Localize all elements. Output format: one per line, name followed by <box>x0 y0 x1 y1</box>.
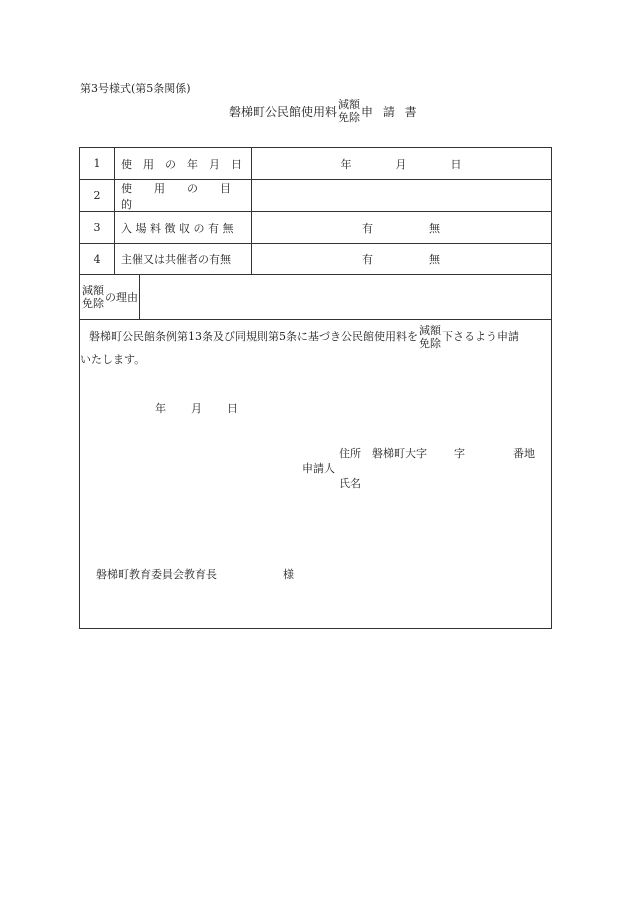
title-stack-top: 減額 <box>338 98 361 111</box>
row-number: 3 <box>93 221 101 234</box>
reason-label <box>80 275 139 318</box>
reason-stack-top: 減額 <box>82 283 104 297</box>
usage-date-value <box>251 148 551 179</box>
organizer-choice[interactable] <box>251 244 551 274</box>
option-yes[interactable]: 有 <box>362 221 373 235</box>
form-title <box>229 98 420 124</box>
statement <box>80 324 549 370</box>
application-table <box>79 147 552 629</box>
reason-value[interactable] <box>140 275 551 318</box>
purpose-value[interactable] <box>251 180 551 211</box>
address-value[interactable]: 磐梯町大字 <box>372 447 427 460</box>
statement-stack-bottom: 免除 <box>419 337 441 350</box>
admission-fee-choice[interactable] <box>251 212 551 243</box>
title-prefix: 磐梯町公民館使用料 <box>229 104 338 119</box>
option-yes[interactable]: 有 <box>362 253 373 266</box>
banchi-label: 番地 <box>513 447 535 460</box>
address-label: 住所 <box>339 447 361 460</box>
row-label: 使 用 の 年 月 日 <box>121 157 242 171</box>
option-no[interactable]: 無 <box>429 221 440 235</box>
applicant-label: 申請人 <box>302 462 335 475</box>
statement-line2: いたします。 <box>80 353 146 366</box>
option-no[interactable]: 無 <box>429 253 440 266</box>
date-day: 日 <box>227 402 238 415</box>
reason-suffix: の理由 <box>105 290 138 304</box>
date-year: 年 <box>155 402 166 415</box>
addressee-honorific: 様 <box>283 568 294 581</box>
month-label: 月 <box>395 157 407 171</box>
row-label: 使 用 の 目 的 <box>121 181 253 211</box>
statement-stack-top: 減額 <box>419 324 441 337</box>
name-label: 氏名 <box>339 477 361 490</box>
form-number: 第3号様式(第5条関係) <box>80 82 191 95</box>
row-number: 2 <box>93 189 101 202</box>
addressee-name: 磐梯町教育委員会教育長 <box>96 568 217 581</box>
row-number: 1 <box>93 157 101 170</box>
row-label: 主催又は共催者の有無 <box>121 253 231 266</box>
statement-part1: 磐梯町公民館条例第13条及び同規則第5条に基づき公民館使用料を <box>89 330 418 343</box>
row-label: 入 場 料 徴 収 の 有 無 <box>121 221 234 235</box>
statement-stack <box>419 324 441 350</box>
title-stack <box>338 98 360 124</box>
row-divider <box>80 319 551 320</box>
aza-label: 字 <box>454 447 465 460</box>
reason-stack-bottom: 免除 <box>82 296 104 310</box>
statement-part2: 下さるよう申請 <box>442 330 519 343</box>
year-label: 年 <box>340 157 352 171</box>
date-month: 月 <box>191 402 202 415</box>
row-number: 4 <box>93 252 101 266</box>
title-stack-bottom: 免除 <box>338 111 361 124</box>
reason-stack <box>82 284 104 310</box>
day-label: 日 <box>450 157 462 171</box>
title-suffix: 申 請 書 <box>361 104 420 119</box>
